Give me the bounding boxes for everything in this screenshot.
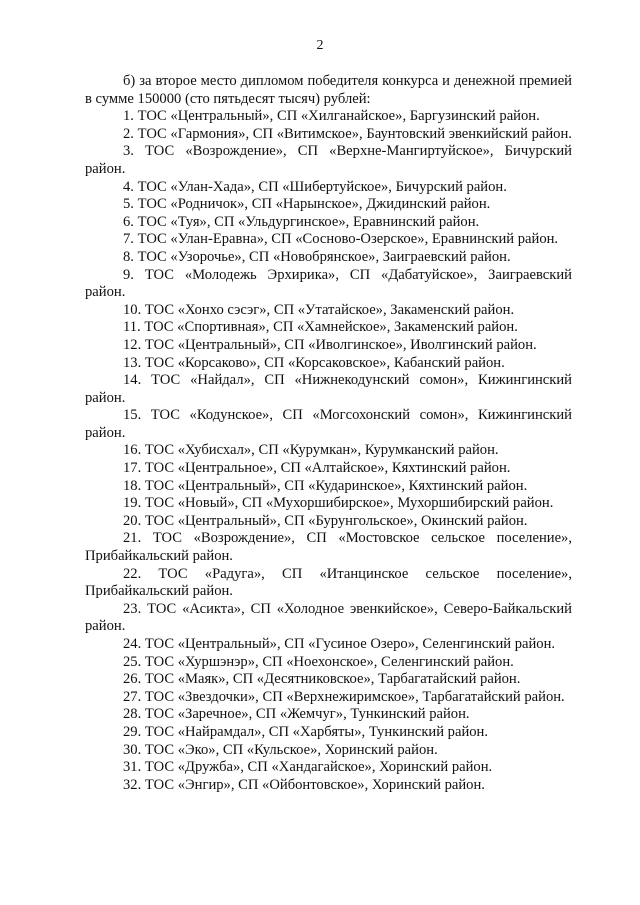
list-item: 11. ТОС «Спортивная», СП «Хамнейское», Закаменский район. bbox=[123, 319, 518, 336]
list-item: 17. ТОС «Центральное», СП «Алтайское», Кяхтинский район. bbox=[123, 460, 511, 477]
list-item: 2. ТОС «Гармония», СП «Витимское», Баунтовский эвенкийский район. bbox=[123, 125, 572, 142]
list-item: 32. ТОС «Энгир», СП «Ойбонтовское», Хоринский район. bbox=[123, 776, 485, 793]
list-item: 20. ТОС «Центральный», СП «Бурунгольское», Окинский район. bbox=[123, 512, 528, 529]
list-item: 23. ТОС «Асикта», СП «Холодное эвенкийское», Северо-Байкальский район. bbox=[85, 600, 572, 635]
list-item: 29. ТОС «Найрамдал», СП «Харбяты», Тункинский район. bbox=[123, 723, 489, 740]
list-item: 13. ТОС «Корсаково», СП «Корсаковское», Кабанский район. bbox=[123, 354, 505, 371]
list-item: 24. ТОС «Центральный», СП «Гусиное Озеро», Селенгинский район. bbox=[123, 636, 556, 652]
list-item: 10. ТОС «Хонхо сэсэг», СП «Утатайское», Закаменский район. bbox=[123, 301, 515, 318]
list-item: 21. ТОС «Возрождение», СП «Мостовское сельское поселение», Прибайкальский район. bbox=[85, 530, 572, 565]
intro-paragraph: б) за второе место дипломом победителя конкурса и денежной премией в сумме 150000 (сто пятьдесят тысяч) рублей: bbox=[85, 73, 572, 107]
list-item: 18. ТОС «Центральный», СП «Кударинское», Кяхтинский район. bbox=[123, 477, 528, 494]
document-body bbox=[85, 73, 572, 794]
list-item: 4. ТОС «Улан-Хада», СП «Шибертуйское», Бичурский район. bbox=[123, 178, 507, 195]
list-item: 16. ТОС «Хубисхал», СП «Курумкан», Курумканский район. bbox=[123, 442, 499, 459]
list-item: 25. ТОС «Хуршэнэр», СП «Ноехонское», Селенгинский район. bbox=[123, 653, 514, 670]
list-item: 1. ТОС «Центральный», СП «Хилганайское», Баргузинский район. bbox=[123, 108, 540, 125]
list-item: 31. ТОС «Дружба», СП «Хандагайское», Хоринский район. bbox=[123, 759, 493, 776]
list-item: 15. ТОС «Кодунское», СП «Могсохонский сомон», Кижингинский район. bbox=[85, 407, 572, 441]
list-item: 9. ТОС «Молодежь Эрхирика», СП «Дабатуйское», Заиграевский район. bbox=[85, 266, 572, 301]
list-item: 3. ТОС «Возрождение», СП «Верхне-Мангиртуйское», Бичурский район. bbox=[85, 143, 572, 177]
list-item: 30. ТОС «Эко», СП «Кульское», Хоринский район. bbox=[123, 741, 438, 758]
list-item: 22. ТОС «Радуга», СП «Итанцинское сельское поселение», Прибайкальский район. bbox=[85, 565, 572, 600]
list-item: 14. ТОС «Найдал», СП «Нижнекодунский сомон», Кижингинский район. bbox=[85, 372, 572, 406]
list-item: 28. ТОС «Заречное», СП «Жемчуг», Тункинский район. bbox=[123, 706, 470, 723]
list-item: 6. ТОС «Туя», СП «Ульдургинское», Еравнинский район. bbox=[123, 213, 480, 230]
page-number: 2 bbox=[316, 38, 324, 53]
list-item: 12. ТОС «Центральный», СП «Иволгинское», Иволгинский район. bbox=[123, 336, 537, 353]
list-item: 26. ТОС «Маяк», СП «Десятниковское», Тарбагатайский район. bbox=[123, 671, 521, 688]
list-item: 5. ТОС «Родничок», СП «Нарынское», Джидинский район. bbox=[123, 196, 491, 213]
list-item: 27. ТОС «Звездочки», СП «Верхнежиримское», Тарбагатайский район. bbox=[123, 688, 565, 705]
list-item: 19. ТОС «Новый», СП «Мухоршибирское», Мухоршибирский район. bbox=[123, 495, 554, 512]
list-item: 7. ТОС «Улан-Еравна», СП «Сосново-Озерское», Еравнинский район. bbox=[123, 231, 559, 248]
list-item: 8. ТОС «Узорочье», СП «Новобрянское», Заиграевский район. bbox=[123, 248, 511, 265]
